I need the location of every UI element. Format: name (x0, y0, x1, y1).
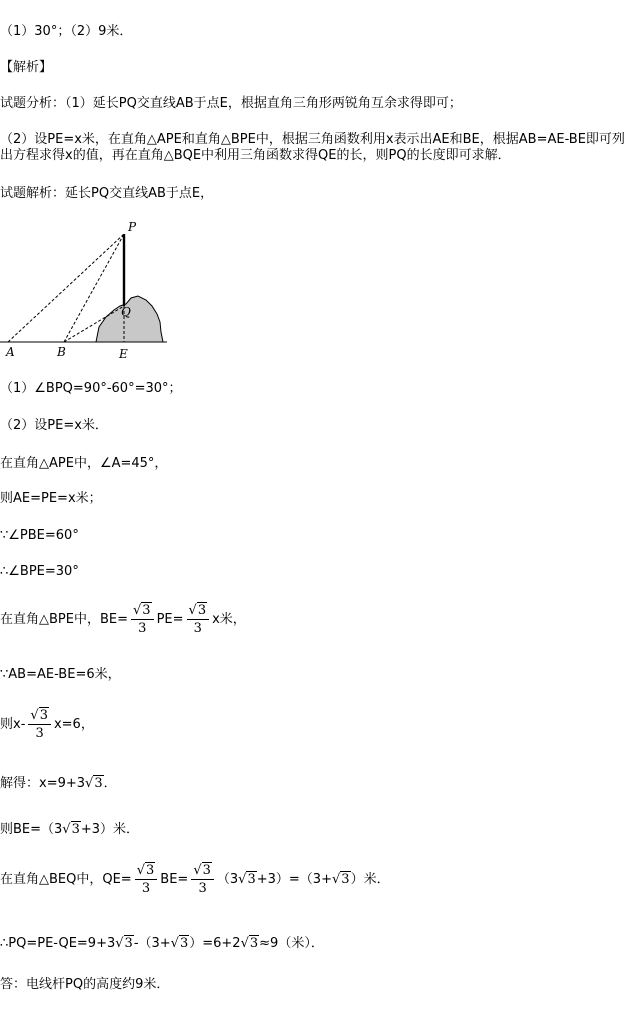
label-a: A (6, 345, 15, 359)
label-e: E (119, 347, 128, 361)
solution-intro: 试题解析：延长PQ交直线AB于点E， (0, 186, 214, 201)
geometry-figure (0, 218, 180, 364)
section-heading: 【解析】 (0, 60, 53, 75)
step-3: 在直角△APE中，∠A=45°， (0, 456, 168, 471)
step-1: （1）∠BPQ=90°-60°=30°； (0, 381, 182, 396)
step-8: ∵AB=AE-BE=6米， (0, 667, 121, 682)
rock-shape (96, 296, 163, 342)
label-p: P (128, 220, 137, 234)
step-5: ∵∠PBE=60° (0, 528, 79, 543)
label-q: Q (121, 305, 131, 319)
step-6: ∴∠BPE=30° (0, 564, 79, 579)
step-12: 在直角△BEQ中，QE= $\frac{√3}{3}$ BE= $\frac{√3}{3}$ （3√3+3）=（3+√3）米． (0, 863, 390, 896)
step-13: ∴PQ=PE-QE=9+3√3-（3+√3）=6+2√3≈9（米）． (0, 936, 324, 951)
sqrt-3: √3 (170, 936, 189, 951)
fraction-sqrt3-over-3: $\frac{√3}{3}$ (187, 602, 210, 637)
label-b: B (57, 345, 66, 359)
step-10: 解得：x=9+3√3． (0, 776, 117, 791)
step-7: 在直角△BPE中，BE= $\frac{√3}{3}$ PE= $\frac{√3}{3}$ x米， (0, 603, 246, 636)
step-11: 则BE=（3√3+3）米． (0, 822, 140, 837)
fraction-sqrt3-over-3: $\frac{√3}{3}$ (28, 707, 51, 742)
analysis-part-1: 试题分析：（1）延长PQ交直线AB于点E，根据直角三角形两锐角互余求得即可； (0, 96, 462, 111)
final-answer: 答：电线杆PQ的高度约9米． (0, 977, 170, 992)
answer-line: （1）30°；（2）9米． (0, 24, 133, 39)
sqrt-3: √3 (238, 872, 256, 887)
analysis-part-2: （2）设PE=x米，在直角△APE和直角△BPE中，根据三角函数利用x表示出AE和BE，根据AB=AE-BE即可列出方程求得x的值，再在直角△BQE中利用三角函数求得QE的长，则PQ的长度即可求解． (0, 132, 625, 163)
step-9: 则x- $\frac{√3}{3}$ x=6， (0, 708, 94, 741)
sqrt-3: √3 (331, 872, 350, 887)
fraction-sqrt3-over-3: $\frac{√3}{3}$ (131, 602, 154, 637)
fraction-sqrt3-over-3: $\frac{√3}{3}$ (135, 862, 158, 897)
sqrt-3: √3 (115, 936, 133, 951)
sqrt-3: √3 (62, 822, 80, 837)
step-4: 则AE=PE=x米； (0, 491, 102, 506)
fraction-sqrt3-over-3: $\frac{√3}{3}$ (191, 862, 214, 897)
step-2: （2）设PE=x米． (0, 418, 108, 433)
sqrt-3: √3 (240, 936, 259, 951)
sqrt-3: √3 (85, 776, 103, 791)
